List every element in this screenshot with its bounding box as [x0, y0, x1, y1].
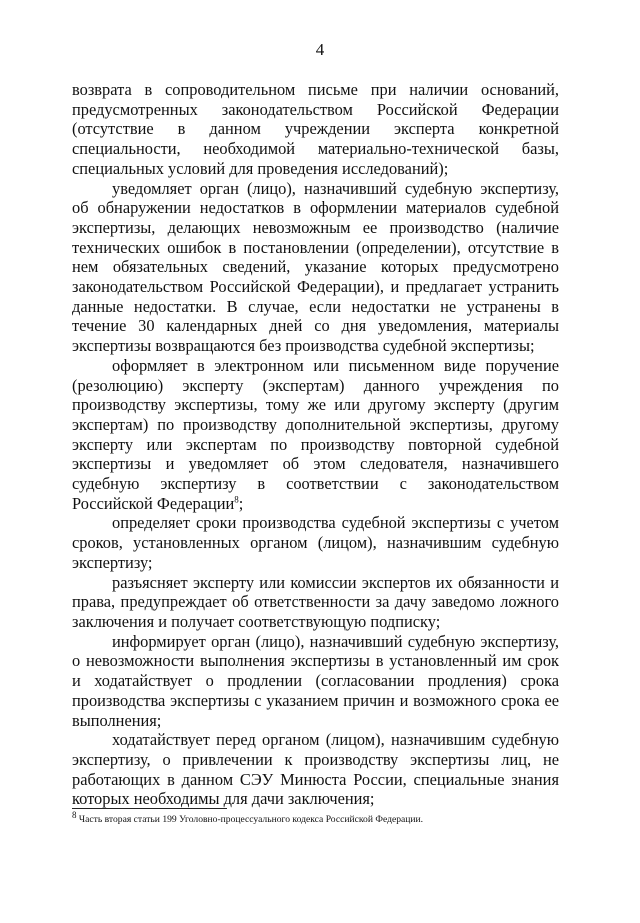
paragraph-assign-order-text: оформляет в электронном или письменном виде поручение (резолюцию) эксперту (экспертам) данного учреждения по производству экспертизы, тому же или другому эксперту (другим экспертам) по производству дополнительной экспертизы, другому эксперту или экспертам по производству повторной судебной экспертизы и уведомляет об этом следователя, назначившего судебную экспертизу в соответствии с законодательством Российской Федерации [72, 355, 559, 513]
footnote-separator [72, 808, 227, 809]
page-number: 4 [315, 40, 325, 59]
paragraph-inform-impossibility: информирует орган (лицо), назначивший судебную экспертизу, о невозможности выполнения экспертизы в установленный им срок и ходатайствует о продлении (согласовании продления) срока производства экспертизы с указанием причин и возможного срока ее выполнения; [72, 631, 559, 730]
paragraph-notify-deficiencies: уведомляет орган (лицо), назначивший судебную экспертизу, об обнаружении недостатков в оформлении материалов судебной экспертизы, делающих невозможным ее производство (наличие технических ошибок в постановлении (определении), отсутствие в нем обязательных сведений, указание которых предусмотрено законодательством Российской Федерации), и предлагает устранить данные недостатки. В случае, если недостатки не устранены в течение 30 календарных дней со дня уведомления, материалы экспертизы возвращаются без производства судебной экспертизы; [72, 178, 559, 356]
footnote-text: Часть вторая статьи 199 Уголовно-процессуального кодекса Российской Федерации. [76, 814, 424, 825]
document-body [72, 80, 559, 809]
paragraph-set-deadlines: определяет сроки производства судебной экспертизы с учетом сроков, установленных органом (лицом), назначившим судебную экспертизу; [72, 513, 559, 572]
paragraph-explain-duties: разъясняет эксперту или комиссии экспертов их обязанности и права, предупреждает об ответственности за дачу заведомо ложного заключения и получает соответствующую подписку; [72, 572, 559, 631]
footnote-marker: 8 [72, 809, 77, 820]
footnote-reference: 8 [234, 494, 239, 505]
paragraph-request-involvement: ходатайствует перед органом (лицом), назначившим судебную экспертизу, о привлечении к производству экспертизы лиц, не работающих в данном СЭУ Минюста России, специальные знания которых необходимы для дачи заключения; [72, 730, 559, 809]
paragraph-assign-order-tail: ; [238, 493, 244, 513]
paragraph-return-conditions: возврата в сопроводительном письме при наличии оснований, предусмотренных законодательством Российской Федерации (отсутствие в данном учреждении эксперта конкретной специальности, необходимой материально-технической базы, специальных условий для проведения исследований); [72, 80, 559, 178]
footnote [72, 809, 559, 826]
paragraph-assign-order [72, 356, 559, 514]
